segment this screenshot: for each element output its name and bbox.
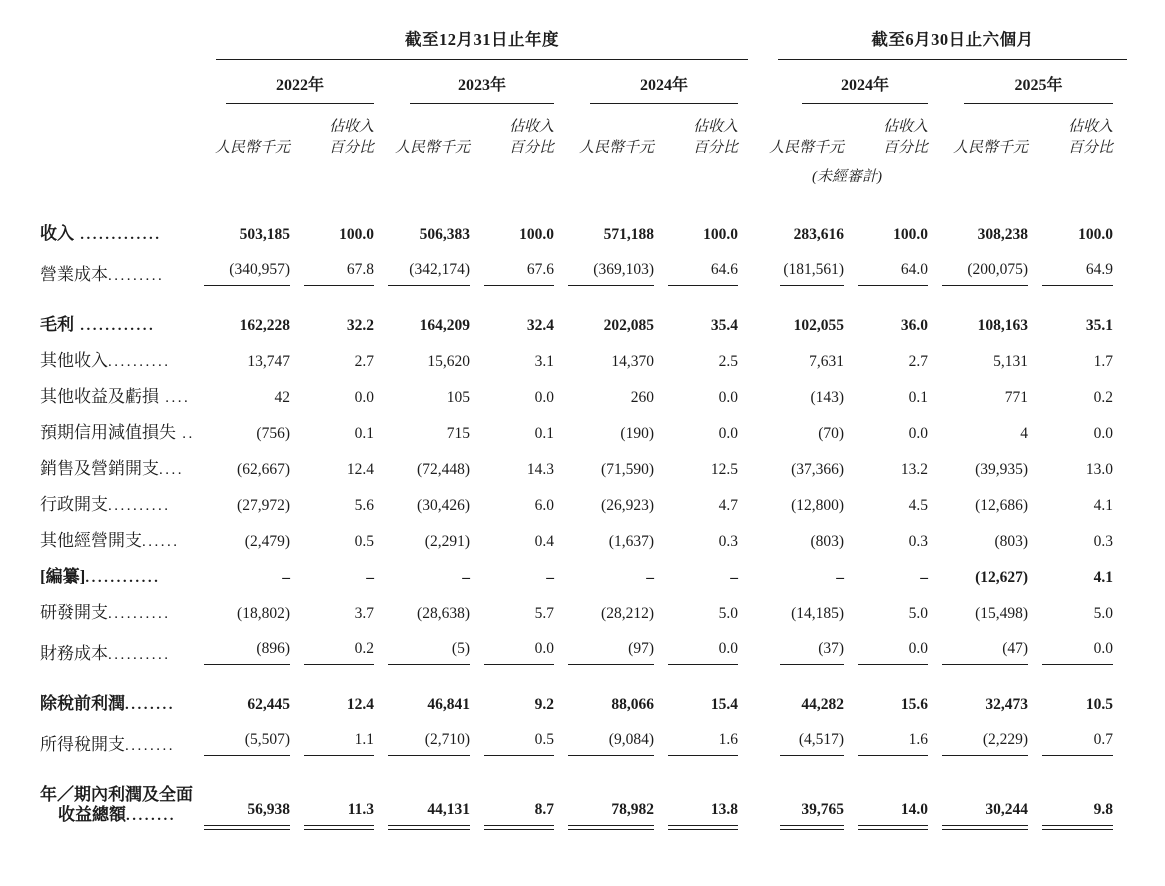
value-cell: 4.1: [1093, 569, 1114, 586]
value-cell: (39,935): [975, 461, 1029, 478]
value-cell: (62,667): [237, 461, 290, 478]
value-cell: 571,188: [603, 226, 654, 243]
value-cell: 0.0: [1093, 425, 1114, 442]
value-cell: 283,616: [793, 226, 845, 243]
value-cell: (369,103): [554, 252, 654, 293]
value-cell: 5.6: [354, 497, 374, 514]
value-cell: 32.4: [526, 317, 554, 334]
value-cell: (9,084): [554, 722, 654, 763]
value-cell: 100.0: [703, 226, 739, 243]
value-cell: 42: [274, 389, 290, 406]
value-cell: 30,244: [928, 763, 1028, 840]
financial-summary-table: [40, 26, 1113, 840]
value-cell: 78,982: [554, 763, 654, 840]
column-gap: [738, 159, 766, 186]
column-gap: [738, 343, 766, 379]
year-header-2024: 2024年: [554, 60, 738, 104]
year-header-2022: 2022年: [190, 60, 374, 104]
value-cell: (2,710): [374, 722, 470, 763]
period-group-title: 截至12月31日止年度: [405, 30, 560, 49]
value-cell: 0.5: [470, 722, 554, 763]
table-row: [40, 186, 1113, 252]
value-cell: 14.3: [526, 461, 554, 478]
value-cell: –: [646, 569, 654, 586]
column-gap: [738, 379, 766, 415]
value-cell: 9.2: [534, 696, 554, 713]
value-cell: 164,209: [419, 317, 470, 334]
unit-header-pct: 佔收入 百分比: [883, 119, 929, 156]
row-label: 收入 .............: [40, 224, 162, 243]
value-cell: 100.0: [339, 226, 374, 243]
value-cell: 0.0: [534, 389, 554, 406]
unaudited-note-row: [40, 159, 1113, 186]
value-cell: 1.6: [844, 722, 928, 763]
period-group-title: 截至6月30日止六個月: [871, 30, 1034, 49]
year-header-2025-interim: 2025年: [928, 60, 1113, 104]
value-cell: 162,228: [239, 317, 290, 334]
value-cell: 102,055: [793, 317, 845, 334]
value-cell: 8.7: [470, 763, 554, 840]
value-cell: 503,185: [239, 226, 290, 243]
value-cell: –: [546, 569, 554, 586]
value-cell: 15,620: [427, 353, 470, 370]
value-cell: 100.0: [1078, 226, 1114, 243]
column-gap: [738, 293, 766, 343]
value-cell: 0.2: [290, 631, 374, 672]
row-label: 其他收入..........: [40, 351, 171, 370]
table-body: [40, 186, 1113, 840]
value-cell: 715: [446, 425, 470, 442]
row-label: 營業成本.........: [40, 265, 165, 284]
value-cell: –: [462, 569, 470, 586]
value-cell: 9.8: [1028, 763, 1113, 840]
value-cell: –: [366, 569, 374, 586]
value-cell: 13.2: [900, 461, 929, 478]
unit-header-pct: 佔收入 百分比: [1068, 119, 1114, 156]
value-cell: –: [282, 569, 290, 586]
table-row: [40, 415, 1113, 451]
value-cell: (803): [810, 533, 845, 550]
value-cell: (1,637): [608, 533, 654, 550]
column-gap: [738, 523, 766, 559]
value-cell: 2.7: [354, 353, 374, 370]
value-cell: 0.3: [718, 533, 739, 550]
unit-header-amount: 人民幣千元: [578, 140, 654, 156]
value-cell: (181,561): [766, 252, 844, 293]
value-cell: 771: [1004, 389, 1029, 406]
dot-leader: ..........: [108, 647, 171, 663]
value-cell: 35.4: [710, 317, 739, 334]
table-row: [40, 763, 1113, 840]
unit-header-amount: 人民幣千元: [769, 140, 845, 156]
value-cell: 12.4: [346, 461, 374, 478]
value-cell: (2,479): [244, 533, 290, 550]
value-cell: (200,075): [928, 252, 1028, 293]
value-cell: –: [920, 569, 929, 586]
column-gap: [738, 26, 766, 60]
dot-leader: ....: [159, 390, 191, 406]
header-spacer: [40, 26, 190, 60]
row-label: 年／期內利潤及全面 收益總額........: [40, 785, 193, 824]
value-cell: 0.0: [354, 389, 374, 406]
dot-leader: .............: [74, 227, 162, 243]
value-cell: (12,627): [975, 569, 1029, 586]
unaudited-note: (未經審計): [812, 169, 883, 185]
header-spacer: [928, 159, 1113, 186]
dot-leader: .........: [108, 268, 165, 284]
value-cell: 10.5: [1085, 696, 1114, 713]
dot-leader: ............: [74, 318, 156, 334]
row-label: 銷售及營銷開支....: [40, 459, 184, 478]
value-cell: 64.6: [654, 252, 738, 293]
value-cell: (28,212): [601, 605, 654, 622]
header-spacer: [190, 159, 738, 186]
header-spacer: [40, 104, 190, 159]
value-cell: 5.0: [718, 605, 739, 622]
value-cell: 3.1: [534, 353, 554, 370]
value-cell: –: [836, 569, 845, 586]
header-spacer: [40, 60, 190, 104]
value-cell: –: [730, 569, 739, 586]
value-cell: (5): [374, 631, 470, 672]
period-group-row: [40, 26, 1113, 60]
value-cell: 0.1: [534, 425, 554, 442]
dot-leader: ..........: [108, 606, 171, 622]
value-cell: 14,370: [611, 353, 654, 370]
value-cell: (143): [810, 389, 845, 406]
dot-leader: ..........: [108, 498, 171, 514]
unit-header-amount: 人民幣千元: [214, 140, 290, 156]
unit-header-pct: 佔收入 百分比: [693, 119, 739, 156]
column-gap: [738, 487, 766, 523]
table-row: [40, 523, 1113, 559]
table-row: [40, 722, 1113, 763]
table-row: [40, 293, 1113, 343]
row-label: 所得稅開支........: [40, 735, 175, 754]
value-cell: (37): [766, 631, 844, 672]
value-cell: 100.0: [519, 226, 554, 243]
value-cell: 44,131: [374, 763, 470, 840]
header-spacer: [40, 159, 190, 186]
value-cell: (28,638): [417, 605, 470, 622]
dot-leader: ........: [126, 808, 176, 824]
value-cell: 202,085: [603, 317, 654, 334]
table-row: [40, 487, 1113, 523]
value-cell: 0.1: [908, 389, 929, 406]
row-label: 預期信用減值損失 ..: [40, 423, 195, 442]
value-cell: (27,972): [237, 497, 290, 514]
value-cell: 0.1: [354, 425, 374, 442]
value-cell: 67.6: [470, 252, 554, 293]
value-cell: 1.1: [290, 722, 374, 763]
value-cell: 6.0: [534, 497, 554, 514]
row-label: 其他經營開支......: [40, 531, 180, 550]
value-cell: (12,800): [791, 497, 845, 514]
value-cell: 2.5: [718, 353, 739, 370]
period-group-annual: [190, 26, 738, 60]
value-cell: 15.4: [710, 696, 739, 713]
table-row: [40, 595, 1113, 631]
value-cell: 32.2: [346, 317, 374, 334]
column-gap: [738, 104, 766, 159]
value-cell: (4,517): [766, 722, 844, 763]
column-gap: [738, 186, 766, 252]
unit-header-amount: 人民幣千元: [394, 140, 470, 156]
value-cell: (47): [928, 631, 1028, 672]
value-cell: 64.9: [1028, 252, 1113, 293]
value-cell: (5,507): [190, 722, 290, 763]
value-cell: 7,631: [809, 353, 845, 370]
value-cell: (37,366): [791, 461, 845, 478]
value-cell: 44,282: [801, 696, 845, 713]
value-cell: (12,686): [975, 497, 1029, 514]
value-cell: (190): [620, 425, 654, 442]
table-row: [40, 252, 1113, 293]
row-label: 行政開支..........: [40, 495, 171, 514]
value-cell: (70): [818, 425, 845, 442]
value-cell: 108,163: [977, 317, 1029, 334]
value-cell: 308,238: [977, 226, 1029, 243]
value-cell: (72,448): [417, 461, 470, 478]
dot-leader: ..........: [108, 354, 171, 370]
row-label: 財務成本..........: [40, 644, 171, 663]
row-label: 除稅前利潤........: [40, 694, 175, 713]
value-cell: 12.5: [710, 461, 739, 478]
column-gap: [738, 722, 766, 763]
column-gap: [738, 595, 766, 631]
table-row: [40, 559, 1113, 595]
value-cell: 12.4: [346, 696, 374, 713]
table-row: [40, 379, 1113, 415]
value-cell: 67.8: [290, 252, 374, 293]
value-cell: (30,426): [417, 497, 470, 514]
value-cell: 1.6: [654, 722, 738, 763]
column-gap: [738, 763, 766, 840]
value-cell: (896): [190, 631, 290, 672]
value-cell: 32,473: [985, 696, 1029, 713]
column-gap: [738, 451, 766, 487]
value-cell: 88,066: [611, 696, 654, 713]
value-cell: 1.7: [1093, 353, 1114, 370]
value-cell: 4.7: [718, 497, 739, 514]
column-gap: [738, 631, 766, 672]
unaudited-note-cell: [766, 159, 928, 186]
value-cell: (14,185): [791, 605, 845, 622]
value-cell: 13.0: [1085, 461, 1114, 478]
value-cell: 0.0: [1028, 631, 1113, 672]
unit-header-pct: 佔收入 百分比: [328, 119, 374, 156]
value-cell: (340,957): [190, 252, 290, 293]
value-cell: (2,229): [928, 722, 1028, 763]
value-cell: 3.7: [354, 605, 374, 622]
value-cell: (756): [256, 425, 290, 442]
value-cell: 0.3: [908, 533, 929, 550]
value-cell: 0.2: [1093, 389, 1114, 406]
value-cell: 0.7: [1028, 722, 1113, 763]
dot-leader: ..: [176, 426, 195, 442]
value-cell: (18,802): [237, 605, 290, 622]
value-cell: (71,590): [601, 461, 654, 478]
row-label: [編纂]............: [40, 567, 161, 586]
value-cell: 36.0: [900, 317, 929, 334]
column-gap: [738, 415, 766, 451]
value-cell: 64.0: [844, 252, 928, 293]
value-cell: 0.0: [718, 425, 739, 442]
year-header-2023: 2023年: [374, 60, 554, 104]
year-header-2024-interim: 2024年: [766, 60, 928, 104]
value-cell: 5.7: [534, 605, 554, 622]
table-row: [40, 631, 1113, 672]
row-label: 研發開支..........: [40, 603, 171, 622]
unit-header-amount: 人民幣千元: [953, 140, 1029, 156]
value-cell: 0.5: [354, 533, 374, 550]
dot-leader: ............: [85, 570, 161, 586]
row-label: 其他收益及虧損 ....: [40, 387, 191, 406]
value-cell: 5.0: [908, 605, 929, 622]
value-cell: 100.0: [893, 226, 929, 243]
value-cell: (15,498): [975, 605, 1029, 622]
value-cell: (26,923): [601, 497, 654, 514]
value-cell: 0.4: [534, 533, 554, 550]
period-group-interim: [766, 26, 1113, 60]
value-cell: 0.3: [1093, 533, 1114, 550]
value-cell: 14.0: [844, 763, 928, 840]
column-gap: [738, 60, 766, 104]
value-cell: (2,291): [424, 533, 470, 550]
value-cell: 0.0: [908, 425, 929, 442]
value-cell: 0.0: [654, 631, 738, 672]
value-cell: 56,938: [190, 763, 290, 840]
column-gap: [738, 672, 766, 722]
value-cell: 2.7: [908, 353, 929, 370]
value-cell: 4.1: [1093, 497, 1114, 514]
dot-leader: ......: [142, 534, 180, 550]
value-cell: 13.8: [654, 763, 738, 840]
unit-header-row: [40, 104, 1113, 159]
table-row: [40, 451, 1113, 487]
dot-leader: ........: [125, 697, 175, 713]
value-cell: 11.3: [290, 763, 374, 840]
dot-leader: ........: [125, 738, 175, 754]
value-cell: 506,383: [419, 226, 470, 243]
value-cell: 4: [1020, 425, 1029, 442]
dot-leader: ....: [159, 462, 184, 478]
value-cell: 0.0: [718, 389, 739, 406]
value-cell: 39,765: [766, 763, 844, 840]
value-cell: 62,445: [247, 696, 290, 713]
value-cell: 0.0: [844, 631, 928, 672]
value-cell: 260: [630, 389, 654, 406]
value-cell: 5.0: [1093, 605, 1114, 622]
column-gap: [738, 559, 766, 595]
value-cell: 4.5: [908, 497, 929, 514]
value-cell: 46,841: [427, 696, 470, 713]
value-cell: 5,131: [993, 353, 1029, 370]
value-cell: (97): [554, 631, 654, 672]
value-cell: 35.1: [1085, 317, 1114, 334]
value-cell: 13,747: [247, 353, 290, 370]
value-cell: (342,174): [374, 252, 470, 293]
unit-header-pct: 佔收入 百分比: [508, 119, 554, 156]
value-cell: 105: [446, 389, 470, 406]
year-header-row: [40, 60, 1113, 104]
column-gap: [738, 252, 766, 293]
value-cell: (803): [994, 533, 1029, 550]
row-label: 毛利 ............: [40, 315, 156, 334]
value-cell: 0.0: [470, 631, 554, 672]
table-row: [40, 672, 1113, 722]
table-row: [40, 343, 1113, 379]
value-cell: 15.6: [900, 696, 929, 713]
